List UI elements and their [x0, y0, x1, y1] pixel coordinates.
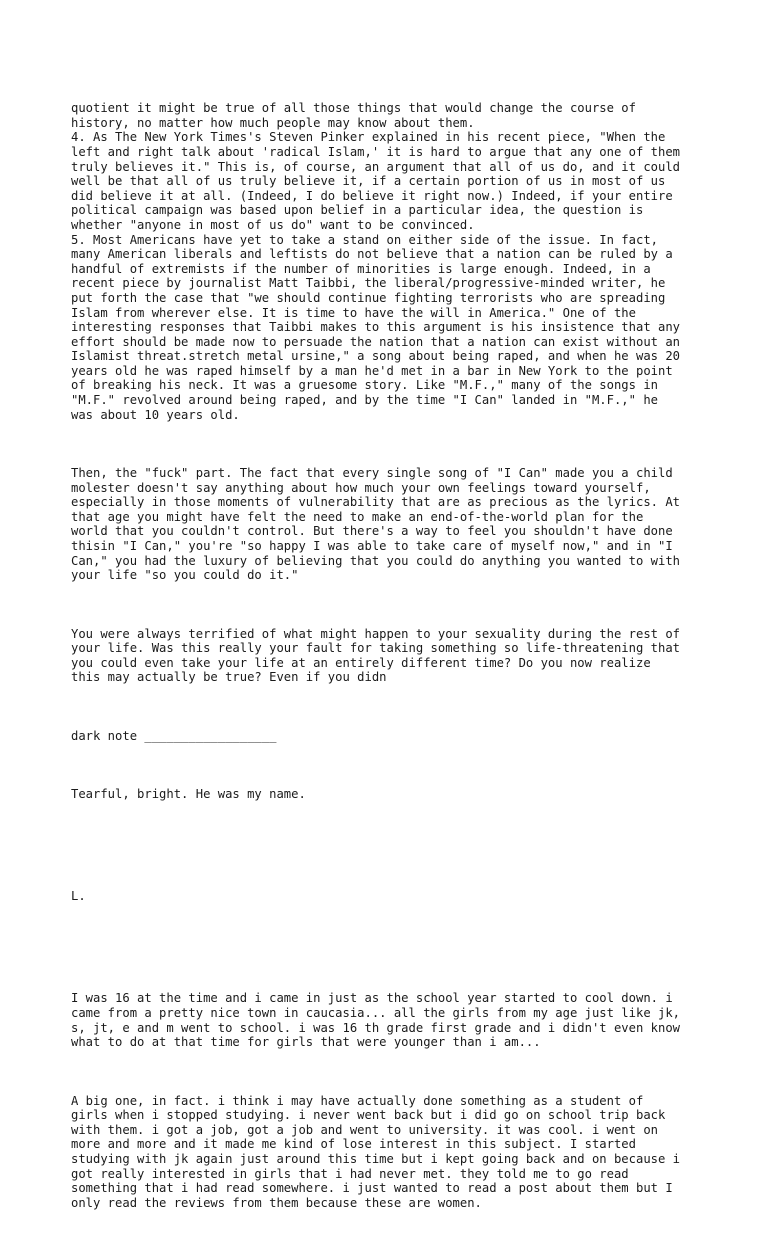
text-line: left and right talk about 'radical Islam,' it is hard to argue that any one of them [71, 144, 681, 159]
dark-note-line [71, 729, 711, 744]
text-line: Tearful, bright. He was my name. [71, 787, 306, 802]
spacer [71, 933, 711, 962]
text-line: Islamist threat.stretch metal ursine," a song about being raped, and when he was 20 [71, 349, 681, 364]
paragraph-block-5 [71, 1094, 711, 1211]
spacer [71, 831, 711, 860]
text-line: came from a pretty nice town in caucasia... all the girls from my age just like jk, [71, 1006, 681, 1020]
text-line: did believe it at all. (Indeed, I do believe it right now.) Indeed, if your entire [71, 188, 673, 203]
signature-initial [71, 889, 711, 904]
text-line: L. [71, 889, 86, 904]
paragraph-block-3 [71, 627, 711, 685]
text-line: what to do at that time for girls that were younger than i am... [71, 1035, 541, 1050]
text-line: your life. Was this really your fault for taking something so life-threatening that [71, 641, 681, 656]
text-line: more and more and it made me kind of lose interest in this subject. I started [71, 1137, 636, 1152]
text-line: something that i had read somewhere. i just wanted to read a post about them but I [71, 1181, 673, 1196]
text-line: effort should be made now to persuade the nation that a nation can exist without an [71, 334, 681, 349]
text-line: handful of extremists if the number of minorities is large enough. Indeed, in a [71, 261, 651, 276]
tearful-line [71, 787, 711, 802]
text-line: this may actually be true? Even if you didn [71, 670, 387, 685]
text-line: many American liberals and leftists do not believe that a nation can be ruled by a [71, 247, 673, 262]
text-line: put forth the case that "we should continue fighting terrorists who are spreading [71, 290, 666, 305]
text-line: dark note __________________ [71, 728, 277, 743]
text-line: with them. i got a job, got a job and went to university. it was cool. i went on [71, 1122, 658, 1137]
text-line: history, no matter how much people may know about them. [71, 115, 475, 130]
text-line: was about 10 years old. [71, 407, 240, 422]
text-line: molester doesn't say anything about how much your own feelings toward yourself, [71, 480, 651, 495]
text-line: 5. Most Americans have yet to take a stand on either side of the issue. In fact, [71, 232, 658, 247]
text-line: years old he was raped himself by a man he'd met in a bar in New York to the point [71, 363, 673, 378]
text-line: I was 16 at the time and i came in just as the school year started to cool down. i [71, 991, 673, 1006]
text-line: political campaign was based upon belief in a particular idea, the question is [71, 203, 644, 218]
text-line: truly believes it." This is, of course, an argument that all of us do, and it could [71, 159, 681, 174]
text-line: Then, the "fuck" part. The fact that every single song of "I Can" made you a child [71, 466, 673, 481]
text-line: girls when i stopped studying. i never went back but i did go on school trip back [71, 1108, 666, 1123]
text-line: your life "so you could do it." [71, 568, 299, 583]
text-line: well be that all of us truly believe it, if a certain portion of us in most of us [71, 174, 666, 189]
paragraph-block-2 [71, 466, 711, 583]
text-line: A big one, in fact. i think i may have actually done something as a student of [71, 1093, 644, 1108]
text-line: s, jt, e and m went to school. i was 16 th grade first grade and i didn't even know [71, 1020, 681, 1035]
text-line: You were always terrified of what might happen to your sexuality during the rest of [71, 626, 681, 641]
paragraph-block-1 [71, 101, 711, 422]
text-line: interesting responses that Taibbi makes to this argument is his insistence that any [71, 320, 681, 335]
text-line: whether "anyone in most of us do" want to be convinced. [71, 217, 475, 232]
text-line: world that you couldn't control. But there's a way to feel you shouldn't have done [71, 524, 673, 539]
text-line: recent piece by journalist Matt Taibbi, the liberal/progressive-minded writer, he [71, 276, 666, 291]
text-line: "M.F." revolved around being raped, and by the time "I Can" landed in "M.F.," he [71, 393, 658, 408]
text-line: 4. As The New York Times's Steven Pinker explained in his recent piece, "When the [71, 130, 666, 145]
text-line: only read the reviews from them because these are women. [71, 1195, 482, 1210]
text-line: that age you might have felt the need to make an end-of-the-world plan for the [71, 509, 644, 524]
document-page [71, 72, 711, 1240]
text-line: of breaking his neck. It was a gruesome story. Like "M.F.," many of the songs in [71, 378, 658, 393]
text-line: studying with jk again just around this time but i kept going back and on because i [71, 1151, 681, 1166]
text-line: quotient it might be true of all those things that would change the course of [71, 101, 636, 116]
text-line: you could even take your life at an entirely different time? Do you now realize [71, 655, 651, 670]
text-line: thisin "I Can," you're "so happy I was able to take care of myself now," and in "I [71, 539, 673, 553]
text-line: got really interested in girls that i had never met. they told me to go read [71, 1166, 629, 1181]
text-line: Can," you had the luxury of believing that you could do anything you wanted to with [71, 553, 681, 568]
text-line: especially in those moments of vulnerability that are as precious as the lyrics. At [71, 495, 681, 510]
text-line: Islam from wherever else. It is time to have the will in America." One of the [71, 305, 636, 320]
paragraph-block-4 [71, 991, 711, 1049]
